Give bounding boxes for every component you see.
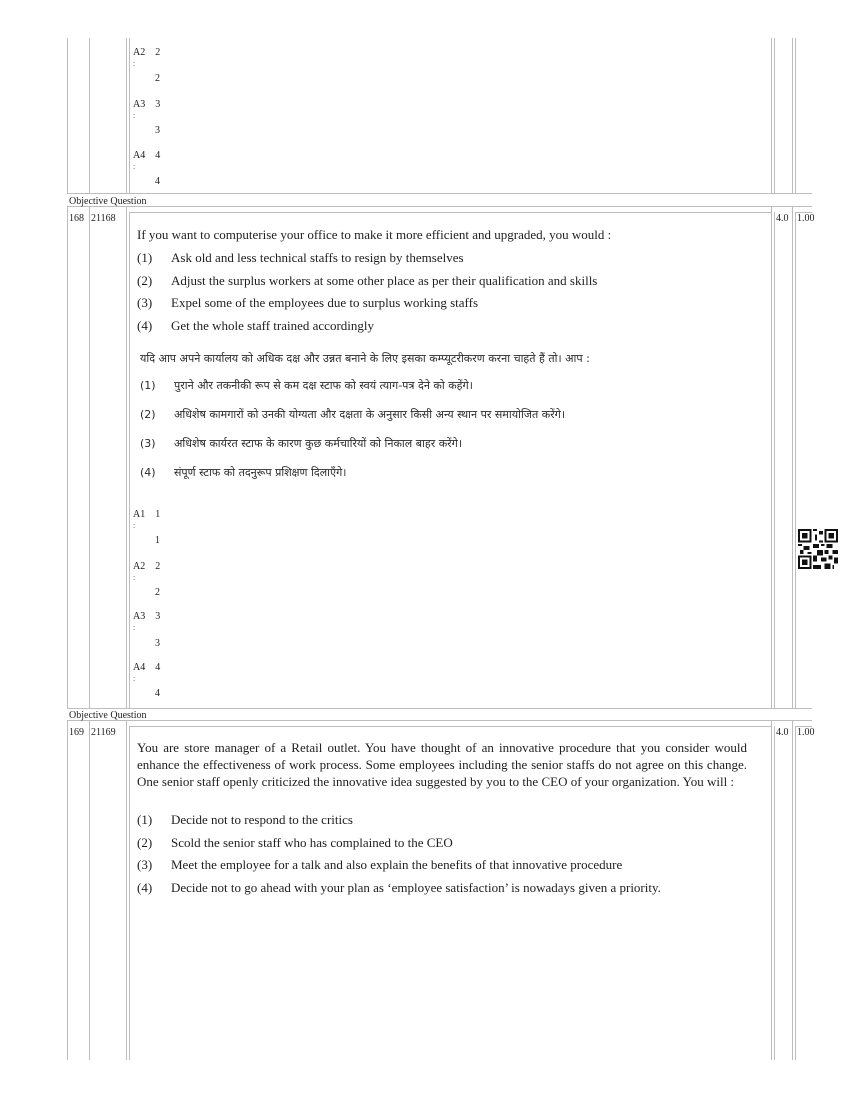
option-en: [137, 834, 762, 857]
answer-row: [133, 145, 160, 171]
option-text: Decide not to go ahead with your plan as ‘employee satisfaction’ is nowadays given a priority.: [171, 879, 661, 895]
answer-value-repeat: 3: [155, 638, 160, 649]
answer-value-repeat: 4: [155, 688, 160, 699]
answer-colon: :: [133, 623, 136, 632]
option-text: Meet the employee for a talk and also explain the benefits of that innovative procedure: [171, 857, 623, 872]
option-number: (3): [140, 437, 156, 450]
answer-label: A2: [133, 561, 146, 572]
answer-colon: :: [133, 111, 136, 120]
answer-value-repeat: 1: [155, 535, 160, 546]
question-stem-en: You are store manager of a Retail outlet. You have thought of an innovative procedure that you consider would enhance the effectiveness of work process. Some employees including the senior staffs do not agree on this change. One senior staff openly criticized the innovative idea suggested by you to the CEO of your organization. You will :: [137, 740, 747, 789]
answer-label: A4: [133, 662, 146, 673]
question-negative-marks: 1.00: [797, 727, 815, 738]
answer-value: 2: [155, 561, 161, 572]
question-marks: 4.0: [776, 213, 789, 224]
option-number: (1): [137, 812, 153, 827]
answer-row: [133, 556, 160, 582]
option-number: (4): [137, 317, 153, 333]
option-text: अधिशेष कार्यरत स्टाफ के कारण कुछ कर्मचारियों को निकाल बाहर करेंगे।: [174, 437, 462, 450]
question-stem-en: If you want to computerise your office to make it more efficient and upgraded, you would :: [137, 227, 612, 242]
answer-label: A4: [133, 150, 146, 161]
option-text: Expel some of the employees due to surplus working staffs: [171, 295, 479, 310]
option-en: [137, 317, 762, 340]
answer-row: [133, 606, 160, 632]
option-text: पुराने और तकनीकी रूप से कम दक्ष स्टाफ को स्वयं त्याग-पत्र देने को कहेंगे।: [174, 379, 473, 392]
option-number: (2): [137, 272, 153, 288]
answer-value-repeat: 4: [155, 176, 160, 187]
answer-value: 3: [155, 99, 161, 110]
option-list-hi: [140, 379, 765, 495]
option-text: Get the whole staff trained accordingly: [171, 317, 374, 333]
option-hi: [140, 437, 765, 466]
option-hi: [140, 379, 765, 408]
option-en: [137, 811, 762, 834]
question-serial: 168: [69, 213, 84, 224]
option-hi: [140, 466, 765, 495]
option-list-en: [137, 249, 762, 339]
question-stem-hi: यदि आप अपने कार्यालय को अधिक दक्ष और उन्नत बनाने के लिए इसका कम्प्यूटरीकरण करना चाहते हैं तो। आप :: [140, 352, 590, 365]
question-type-label: Objective Question: [69, 196, 147, 207]
option-text: Adjust the surplus workers at some other place as per their qualification and skills: [171, 272, 598, 288]
option-number: (2): [137, 834, 153, 850]
option-number: (4): [137, 879, 153, 895]
option-number: (4): [140, 466, 156, 479]
option-number: (1): [140, 379, 156, 392]
option-number: (1): [137, 250, 153, 265]
question-marks: 4.0: [776, 727, 789, 738]
question-id: 21169: [91, 727, 116, 738]
option-number: (3): [137, 857, 153, 872]
option-en: [137, 272, 762, 295]
option-en: [137, 294, 762, 317]
option-text: संपूर्ण स्टाफ को तदनुरूप प्रशिक्षण दिलाएँगे।: [174, 466, 347, 479]
answer-colon: :: [133, 59, 136, 68]
answer-value: 4: [155, 662, 161, 673]
answer-value: 4: [155, 150, 161, 161]
answer-label: A1: [133, 509, 146, 520]
answer-row: [133, 657, 160, 683]
question-id: 21168: [91, 213, 116, 224]
answer-value-repeat: 2: [155, 73, 160, 84]
answer-label: A2: [133, 47, 146, 58]
answer-value: 2: [155, 47, 161, 58]
answer-row: [133, 42, 160, 68]
option-en: [137, 856, 762, 879]
option-hi: [140, 408, 765, 437]
answer-row: [133, 504, 160, 530]
answer-label: A3: [133, 611, 146, 622]
question-negative-marks: 1.00: [797, 213, 815, 224]
option-number: (3): [137, 295, 153, 310]
option-en: [137, 879, 762, 902]
question-serial: 169: [69, 727, 84, 738]
answer-colon: :: [133, 521, 136, 530]
answer-value: 3: [155, 611, 161, 622]
option-list-en: [137, 811, 762, 901]
answer-label: A3: [133, 99, 146, 110]
option-text: Decide not to respond to the critics: [171, 812, 353, 827]
option-text: Scold the senior staff who has complained to the CEO: [171, 834, 453, 850]
question-type-label: Objective Question: [69, 710, 147, 721]
answer-value-repeat: 3: [155, 125, 160, 136]
answer-row: [133, 94, 160, 120]
answer-value: 1: [155, 509, 161, 520]
option-en: [137, 249, 762, 272]
option-text: Ask old and less technical staffs to resign by themselves: [171, 250, 464, 265]
qr-code-icon: [798, 529, 838, 569]
option-number: (2): [140, 408, 156, 421]
answer-colon: :: [133, 573, 136, 582]
answer-colon: :: [133, 162, 136, 171]
answer-value-repeat: 2: [155, 587, 160, 598]
answer-colon: :: [133, 674, 136, 683]
option-text: अधिशेष कामगारों को उनकी योग्यता और दक्षता के अनुसार किसी अन्य स्थान पर समायोजित करेंगे।: [174, 408, 566, 421]
